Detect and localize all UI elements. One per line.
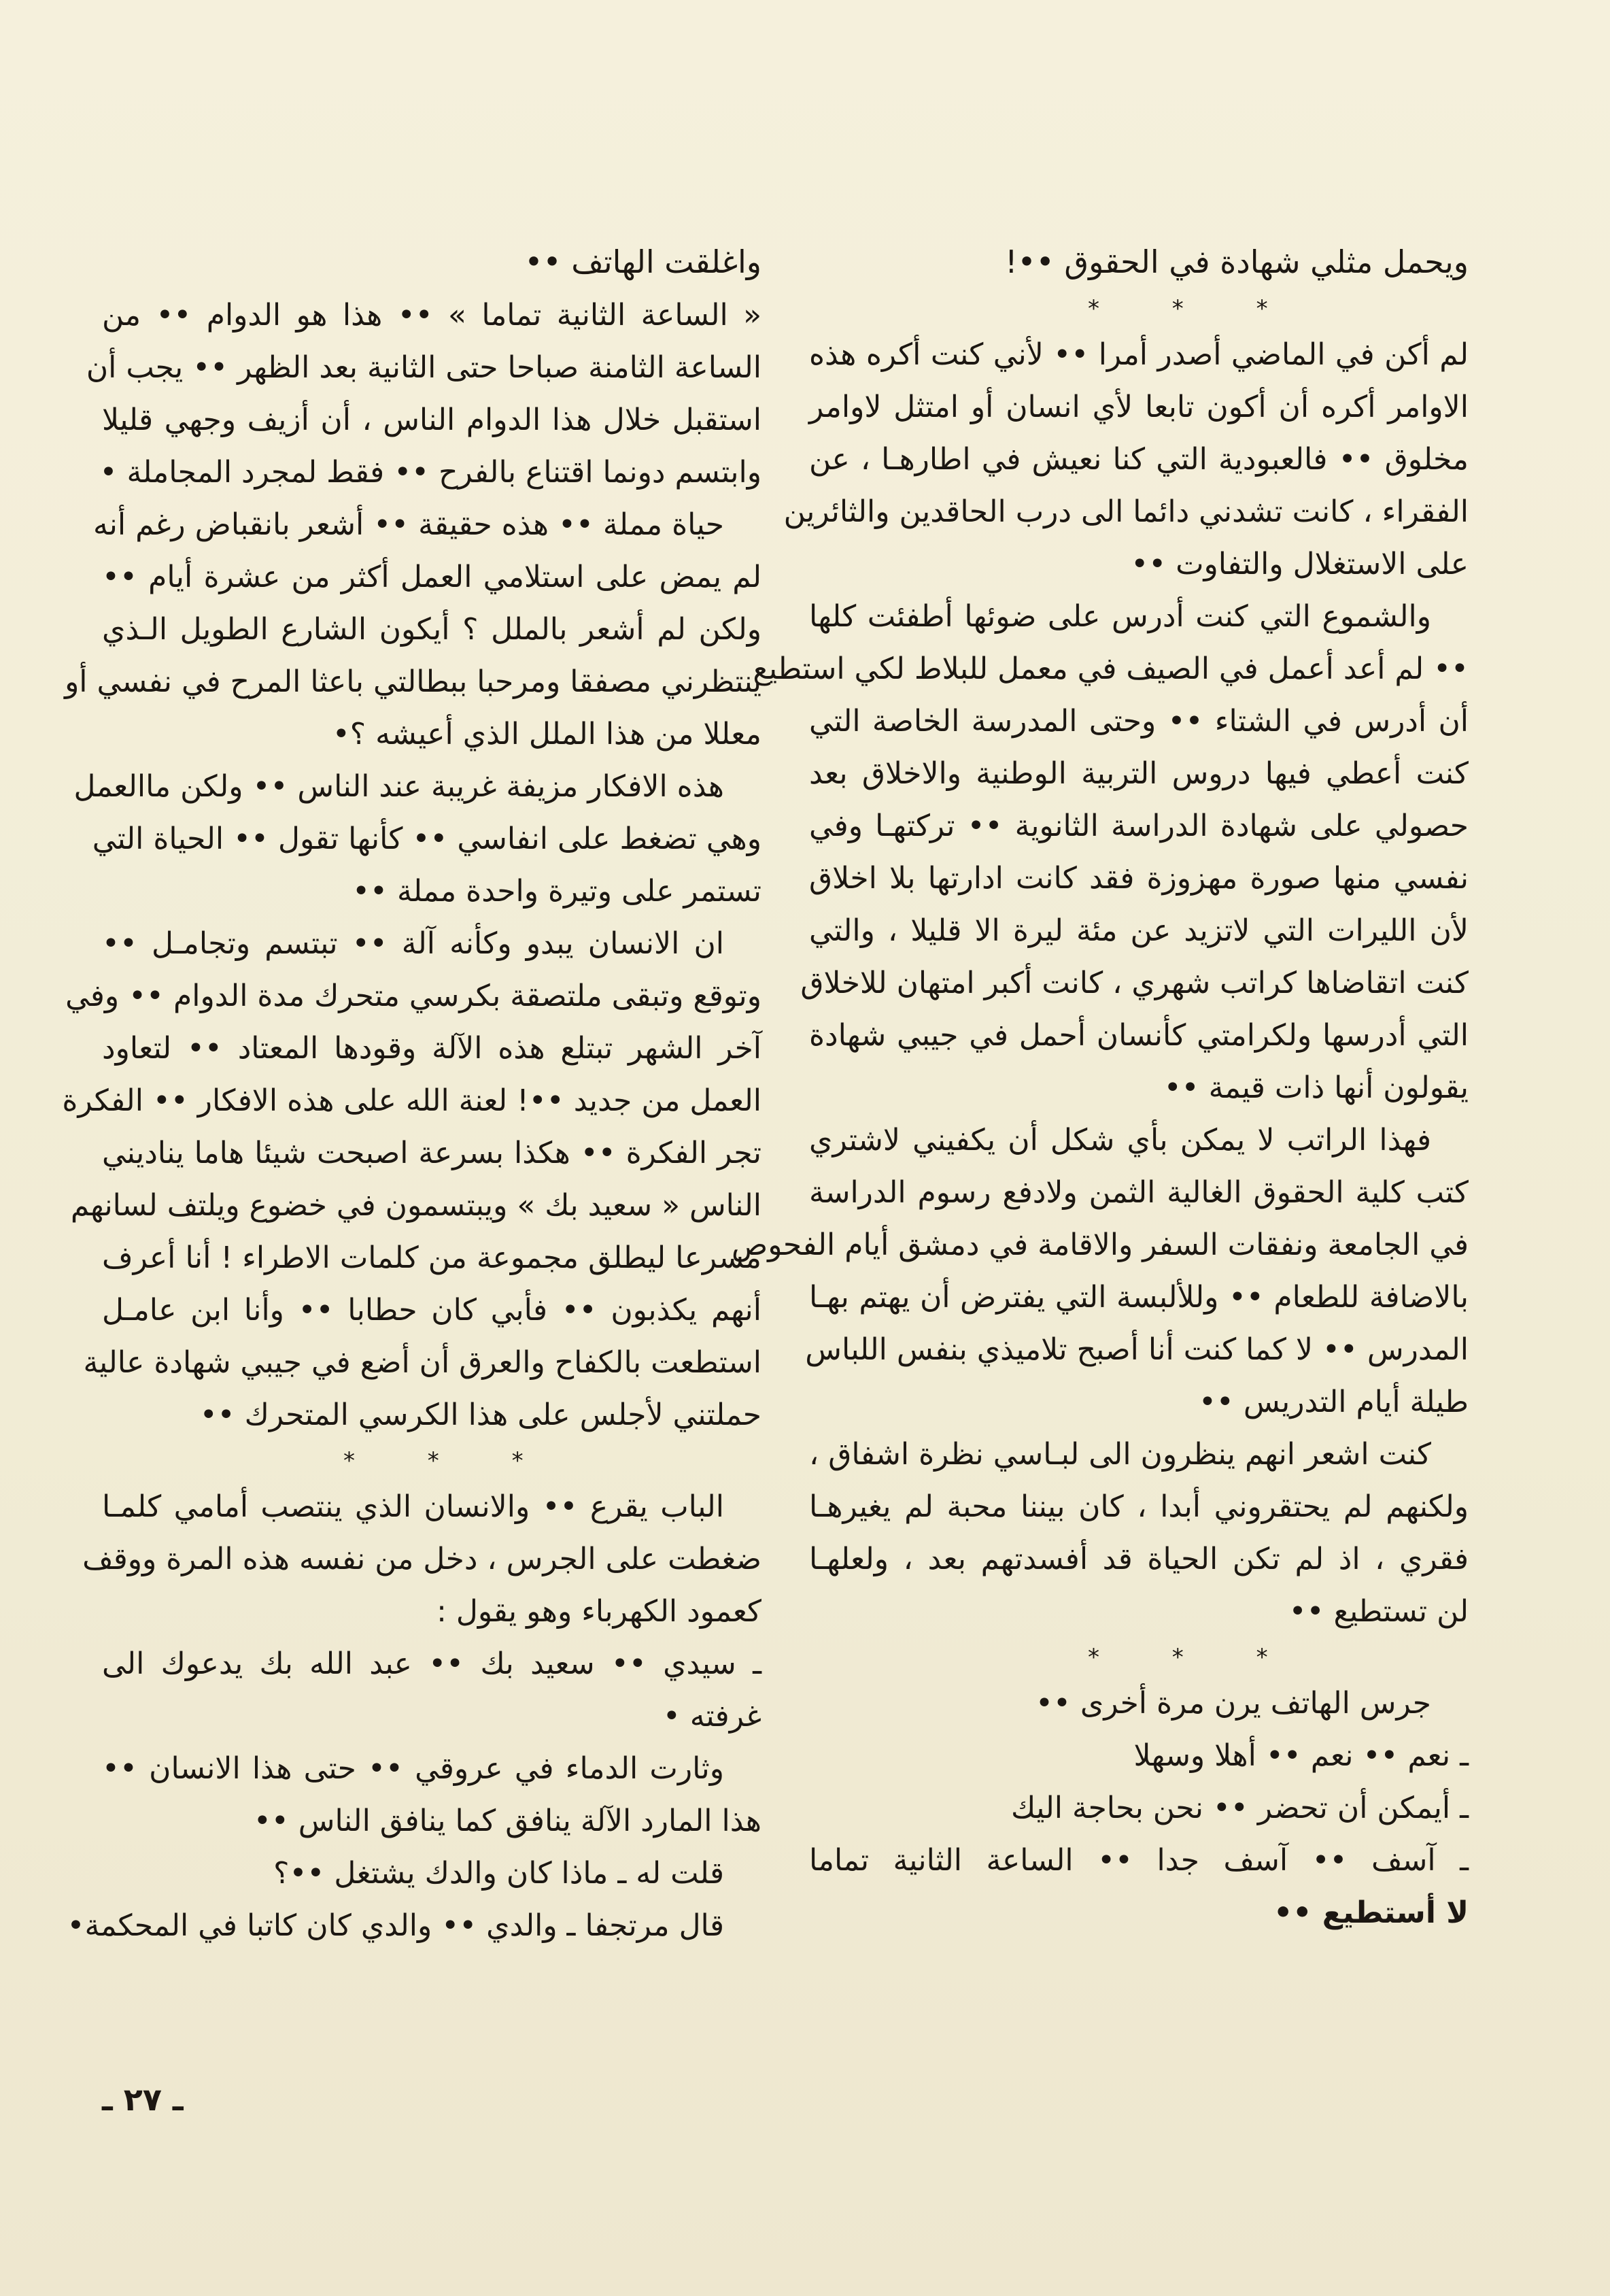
text-line: مخلوق •• فالعبودية التي كنا نعيش في اطارهـا ، عن xyxy=(809,442,1469,477)
text-line: غرفته • xyxy=(662,1699,761,1734)
text-line: والشموع التي كنت أدرس على ضوئها أطفئت كلها xyxy=(809,599,1431,634)
right-column xyxy=(732,235,1469,1939)
text-line: قلت له ـ ماذا كان والدك يشتغل ••؟ xyxy=(273,1856,724,1891)
text-line: كتب كلية الحقوق الغالية الثمن ولادفع رسوم الدراسة xyxy=(809,1175,1469,1210)
paragraph xyxy=(732,1114,1469,1428)
text-line: فهذا الراتب لا يمكن بأي شكل أن يكفيني لاشتري xyxy=(809,1123,1431,1158)
text-line: مسرعا ليطلق مجموعة من كلمات الاطراء ! أنا أعرف xyxy=(102,1240,761,1275)
text-line: ـ سيدي •• سعيد بك •• عبد الله بك يدعوك الى xyxy=(102,1647,761,1681)
text-line: « الساعة الثانية تماما » •• هذا هو الدوام •• من xyxy=(102,298,761,333)
paragraph xyxy=(809,1428,1469,1638)
text-line: ان الانسان يبدو وكأنه آلة •• تبتسم وتجامـل •• xyxy=(102,926,724,961)
text-line: استقبل خلال هذا الدوام الناس ، أن أزيف وجهي قليلا xyxy=(102,403,761,437)
left-column xyxy=(62,235,761,1952)
section-divider-stars: * * * xyxy=(1088,295,1301,322)
text-line: هذه الافكار مزيفة غريبة عند الناس •• ولكن ماالعمل xyxy=(73,769,724,804)
text-line: على الاستغلال والتفاوت •• xyxy=(1131,547,1469,581)
text-line: وثارت الدماء في عروقي •• حتى هذا الانسان •• xyxy=(102,1751,724,1786)
text-line: لم أكن في الماضي أصدر أمرا •• لأني كنت أكره هذه xyxy=(809,337,1469,372)
page-number: ـ ٢٧ ـ xyxy=(102,2081,184,2118)
paragraph xyxy=(86,289,761,499)
paragraph xyxy=(82,1481,761,1638)
text-line: الفقراء ، كانت تشدني دائما الى درب الحاقدين والثائرين xyxy=(783,494,1469,529)
text-line: لن تستطيع •• xyxy=(1288,1594,1469,1629)
text-line: قال مرتجفا ـ والدي •• والدي كان كاتبا في المحكمة• xyxy=(67,1908,724,1943)
text-line: الباب يقرع •• والانسان الذي ينتصب أمامي كلمـا xyxy=(102,1489,724,1524)
text-line: العمل من جديد ••! لعنة الله على هذه الافكار •• الفكرة xyxy=(62,1083,761,1118)
text-line: كنت اشعر انهم ينظرون الى لبـاسي نظرة اشفاق ، xyxy=(809,1437,1431,1472)
text-line: حصولي على شهادة الدراسة الثانوية •• تركتهـا وفي xyxy=(809,809,1469,843)
text-line: حملتني لأجلس على هذا الكرسي المتحرك •• xyxy=(199,1398,761,1432)
text-line: التي أدرسها ولكرامتي كأنسان أحمل في جيبي شهادة xyxy=(809,1018,1469,1053)
text-line: طيلة أيام التدريس •• xyxy=(1198,1385,1469,1419)
section-divider-stars: * * * xyxy=(343,1447,556,1474)
text-line: تجر الفكرة •• هكذا بسرعة اصبحت شيئا هاما يناديني xyxy=(102,1136,761,1170)
text-line: معللا من هذا الملل الذي أعيشه ؟• xyxy=(332,717,761,752)
text-line: ولكن لم أشعر بالملل ؟ أيكون الشارع الطويل الـذي xyxy=(102,612,761,647)
text-line: نفسي منها صورة مهزوزة فقد كانت ادارتها بلا اخلاق xyxy=(809,861,1469,896)
text-line: وهي تضغط على انفاسي •• كأنها تقول •• الحياة التي xyxy=(92,822,761,856)
paragraph xyxy=(65,499,761,760)
paragraph xyxy=(62,917,761,1441)
text-line: أنهم يكذبون •• فأبي كان حطابا •• وأنا ابن عامـل xyxy=(102,1293,761,1328)
section-divider-stars: * * * xyxy=(1088,1644,1301,1671)
text-line: كنت أعطي فيها دروس التربية الوطنية والاخلاق بعد xyxy=(809,756,1469,791)
section-title: ويحمل مثلي شهادة في الحقوق ••! xyxy=(1005,243,1469,280)
paragraph xyxy=(102,1638,761,1742)
paragraph xyxy=(102,1742,761,1847)
text-line: لم يمض على استلامي العمل أكثر من عشرة أيام •• xyxy=(102,560,761,594)
text-line: يقولون أنها ذات قيمة •• xyxy=(1163,1070,1469,1105)
text-line: جرس الهاتف يرن مرة أخرى •• xyxy=(1035,1686,1431,1721)
text-line: آخر الشهر تبتلع هذه الآلة وقودها المعتاد •• لتعاود xyxy=(102,1031,761,1066)
text-line: استطعت بالكفاح والعرق أن أضع في جيبي شهادة عالية xyxy=(83,1345,761,1380)
text-line: ضغطت على الجرس ، دخل من نفسه هذه المرة ووقف xyxy=(82,1542,761,1576)
dialog-line: ـ أيمكن أن تحضر •• نحن بحاجة اليك xyxy=(1011,1791,1469,1825)
text-line: وتوقع وتبقى ملتصقة بكرسي متحرك مدة الدوام •• وفي xyxy=(65,979,761,1013)
paragraph xyxy=(73,760,761,917)
text-line: ولكنهم لم يحتقروني أبدا ، كان بيننا محبة لم يغيرهـا xyxy=(809,1489,1469,1524)
text-line: المدرس •• لا كما كنت أنا أصبح تلاميذي بنفس اللباس xyxy=(805,1332,1469,1367)
paragraph xyxy=(753,590,1469,1114)
text-line: وابتسم دونما اقتناع بالفرح •• فقط لمجرد المجاملة • xyxy=(99,455,761,490)
text-line: أن أدرس في الشتاء •• وحتى المدرسة الخاصة التي xyxy=(809,704,1469,739)
text-line: واغلقت الهاتف •• xyxy=(524,243,761,280)
text-line: حياة مملة •• هذه حقيقة •• أشعر بانقباض رغم أنه xyxy=(93,507,724,542)
text-line: فقري ، اذ لم تكن الحياة قد أفسدتهم بعد ، ولعلهـا xyxy=(809,1542,1469,1576)
text-line: في الجامعة ونفقات السفر والاقامة في دمشق أيام الفحوص xyxy=(732,1228,1469,1262)
text-line: تستمر على وتيرة واحدة مملة •• xyxy=(352,874,761,909)
text-line: الناس « سعيد بك » ويبتسمون في خضوع ويلتف لسانهم xyxy=(70,1188,761,1223)
closing-line: لا أستطيع •• xyxy=(1273,1895,1469,1930)
text-line: هذا المارد الآلة ينافق كما ينافق الناس •• xyxy=(253,1804,761,1838)
text-line: ينتظرني مصفقا ومرحبا ببطالتي باعثا المرح في نفسي أو xyxy=(65,664,761,699)
text-line: كعمود الكهرباء وهو يقول : xyxy=(436,1594,761,1629)
text-line: بالاضافة للطعام •• وللألبسة التي يفترض أن يهتم بهـا xyxy=(809,1280,1469,1315)
text-line: كنت اتقاضاها كراتب شهري ، كانت أكبر امتهان للاخلاق xyxy=(800,966,1469,1000)
dialog-line: ـ آسف •• آسف جدا •• الساعة الثانية تماما xyxy=(809,1843,1469,1878)
paragraph xyxy=(783,328,1469,590)
text-line: الاوامر أكره أن أكون تابعا لأي انسان أو امتثل لاوامر xyxy=(809,390,1469,424)
dialog-line: ـ نعم •• نعم •• أهلا وسهلا xyxy=(1133,1738,1469,1773)
text-line: الساعة الثامنة صباحا حتى الثانية بعد الظهر •• يجب أن xyxy=(86,350,761,385)
text-line: •• لم أعد أعمل في الصيف في معمل للبلاط لكي استطيع xyxy=(753,652,1469,686)
text-line: لأن الليرات التي لاتزيد عن مئة ليرة الا قليلا ، والتي xyxy=(809,913,1469,948)
